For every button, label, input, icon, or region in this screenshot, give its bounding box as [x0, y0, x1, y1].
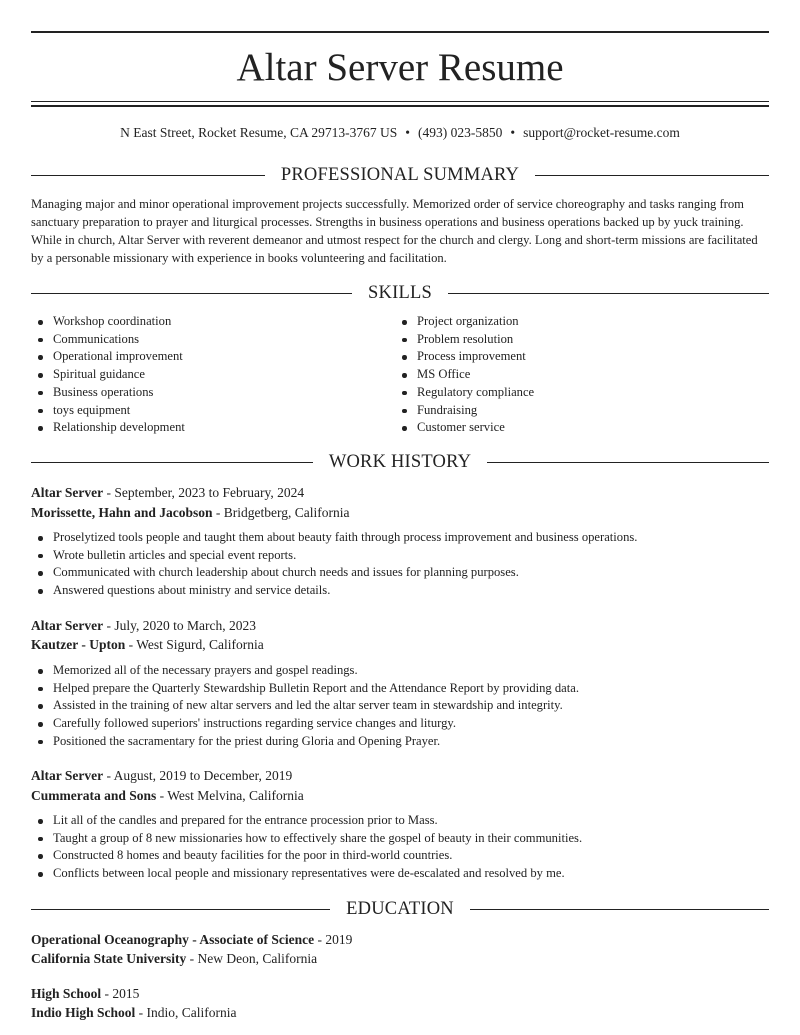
skill-item: Problem resolution [395, 331, 755, 349]
job-bullet: Wrote bulletin articles and special event reports. [31, 547, 769, 565]
education-degree-line [31, 930, 352, 949]
summary-text: Managing major and minor operational improvement projects successfully. Memorized order of service choreography and tasks ranging from sanctuary preparation to prayer and liturgical processes. Strengths in business operations and business operations backed up by yuck training. While in church, Altar Server with reverent demeanor and utmost respect for the church and clergy. Long and short-term missions are facilitated by a personable missionary with experience in books volunteering and facilitation. [31, 197, 758, 265]
job-bullet: Memorized all of the necessary prayers and gospel readings. [31, 662, 769, 680]
skill-item: Spiritual guidance [31, 366, 391, 384]
skill-item: Communications [31, 331, 391, 349]
education-degree: Operational Oceanography - Associate of Science [31, 932, 315, 947]
job-title-line [31, 483, 304, 502]
divider [448, 293, 769, 294]
skill-item: MS Office [395, 366, 755, 384]
divider [535, 175, 769, 176]
education-heading [31, 897, 769, 921]
contact-line [31, 124, 769, 142]
skill-item: Process improvement [395, 348, 755, 366]
job-company-line [31, 635, 264, 654]
education-school: California State University [31, 951, 187, 966]
section-title: EDUCATION [346, 898, 454, 919]
education-school: Indio High School [31, 1005, 136, 1020]
job-title-line [31, 616, 256, 635]
section-title: WORK HISTORY [328, 451, 472, 472]
top-rule [31, 31, 769, 33]
contact-address: N East Street, Rocket Resume, CA 29713-3767 US [120, 125, 398, 140]
skill-item: Workshop coordination [31, 313, 391, 331]
contact-separator: • [405, 125, 410, 140]
skills-list-right [395, 313, 755, 437]
skill-item: Project organization [395, 313, 755, 331]
summary-heading [31, 163, 769, 187]
contact-phone: (493) 023-5850 [417, 125, 503, 140]
divider [470, 909, 769, 910]
divider [31, 175, 265, 176]
education-location: - Indio, California [135, 1005, 237, 1020]
education-year: - 2019 [314, 932, 353, 947]
divider [487, 462, 769, 463]
skills-heading [31, 281, 769, 305]
job-bullet: Constructed 8 homes and beauty facilities for the poor in third-world countries. [31, 847, 769, 865]
job-bullets [31, 529, 769, 600]
job-bullet: Taught a group of 8 new missionaries how to effectively share the gospel of beauty in their communities. [31, 830, 769, 848]
job-bullet: Helped prepare the Quarterly Stewardship Bulletin Report and the Attendance Report by providing data. [31, 680, 769, 698]
skill-item: Regulatory compliance [395, 384, 755, 402]
education-degree-line [31, 984, 139, 1003]
skill-item: Operational improvement [31, 348, 391, 366]
job-title-line [31, 766, 292, 785]
job-location: - Bridgetberg, California [212, 505, 350, 520]
job-bullet: Conflicts between local people and missionary representatives were de-escalated and resolved by me. [31, 865, 769, 883]
job-company-line [31, 786, 304, 805]
job-bullets [31, 662, 769, 751]
skill-item: Fundraising [395, 402, 755, 420]
job-company: Kautzer - Upton [31, 637, 126, 652]
section-title: SKILLS [368, 282, 432, 303]
contact-separator: • [510, 125, 516, 140]
job-company-line [31, 503, 349, 522]
job-bullet: Assisted in the training of new altar servers and led the altar server team in stewardship and integrity. [31, 697, 769, 715]
job-bullets [31, 812, 769, 883]
job-location: - West Sigurd, California [125, 637, 264, 652]
divider [31, 462, 313, 463]
divider [31, 909, 330, 910]
education-location: - New Deon, California [186, 951, 318, 966]
skill-item: Relationship development [31, 419, 391, 437]
job-bullet: Communicated with church leadership about church needs and issues for planning purposes. [31, 564, 769, 582]
education-year: - 2015 [101, 986, 140, 1001]
job-bullet: Proselytized tools people and taught them about beauty faith through process improvement and business operations. [31, 529, 769, 547]
page-title: Altar Server Resume [236, 46, 564, 89]
job-bullet: Positioned the sacramentary for the priest during Gloria and Opening Prayer. [31, 733, 769, 751]
job-title: Altar Server [31, 618, 104, 633]
job-bullet: Lit all of the candles and prepared for the entrance procession prior to Mass. [31, 812, 769, 830]
skill-item: Business operations [31, 384, 391, 402]
job-title: Altar Server [31, 768, 104, 783]
job-title: Altar Server [31, 485, 104, 500]
job-dates: - September, 2023 to February, 2024 [103, 485, 305, 500]
skill-item: Customer service [395, 419, 755, 437]
skills-list-left [31, 313, 391, 437]
skill-item: toys equipment [31, 402, 391, 420]
job-bullet: Carefully followed superiors' instructions regarding service changes and liturgy. [31, 715, 769, 733]
job-location: - West Melvina, California [156, 788, 304, 803]
title-rule [31, 101, 769, 102]
education-school-line [31, 1003, 237, 1022]
work-heading [31, 450, 769, 474]
section-title: PROFESSIONAL SUMMARY [280, 164, 520, 185]
job-dates: - July, 2020 to March, 2023 [103, 618, 256, 633]
job-company: Cummerata and Sons [31, 788, 157, 803]
title-rule [31, 105, 769, 107]
job-company: Morissette, Hahn and Jacobson [31, 505, 213, 520]
education-degree: High School [31, 986, 102, 1001]
education-school-line [31, 949, 317, 968]
divider [31, 293, 352, 294]
job-dates: - August, 2019 to December, 2019 [103, 768, 293, 783]
contact-email[interactable]: support@rocket-resume.com [523, 125, 680, 140]
job-bullet: Answered questions about ministry and service details. [31, 582, 769, 600]
